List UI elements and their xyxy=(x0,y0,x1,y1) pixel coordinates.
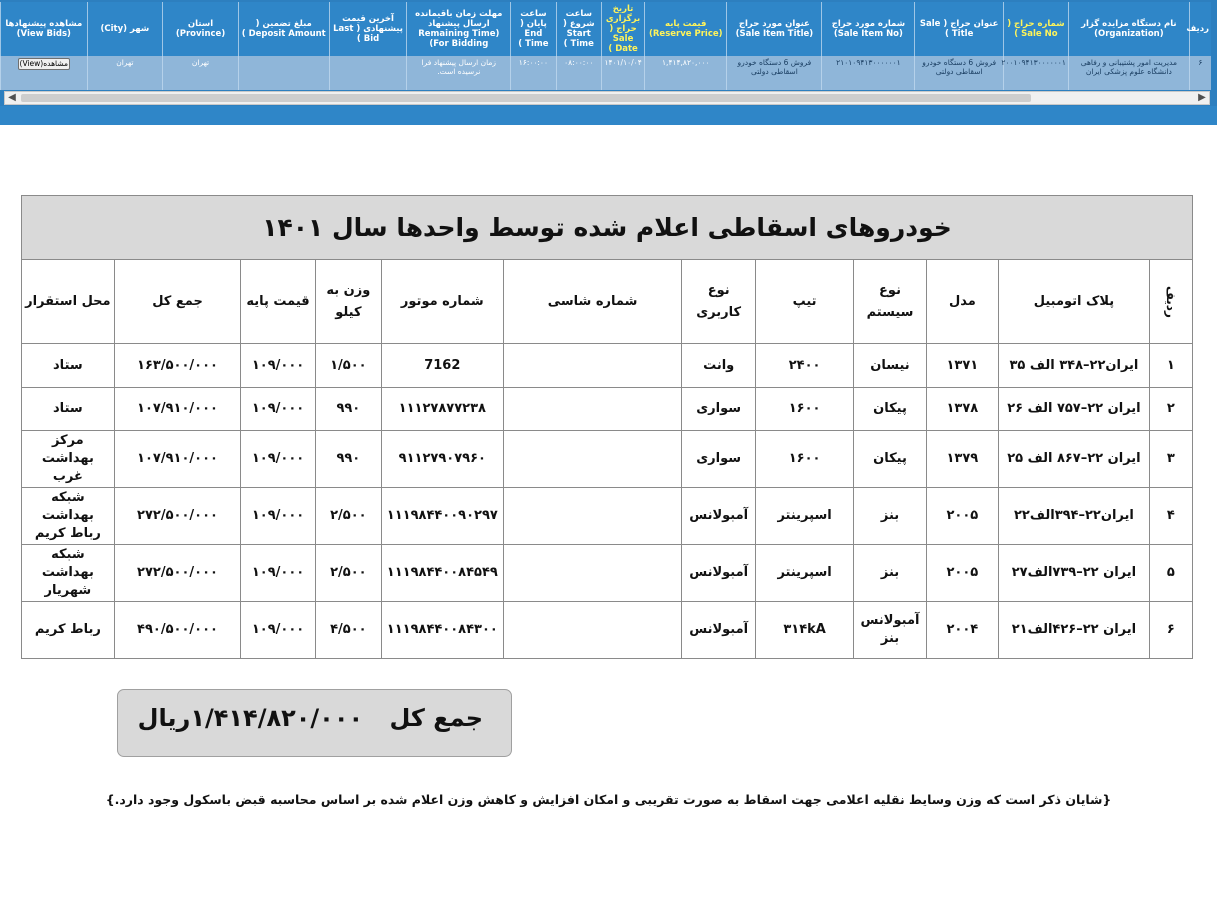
cell-location: شبکه بهداشت رباط کریم xyxy=(22,488,115,545)
header-system: نوع سیستم xyxy=(854,260,926,344)
header-chassis: شماره شاسی xyxy=(503,260,682,344)
cell-base-price: ۱۰۹/۰۰۰ xyxy=(241,545,315,602)
cell-weight: ۹۹۰ xyxy=(315,388,381,431)
header-engine: شماره موتور xyxy=(382,260,504,344)
cell-usage: سواری xyxy=(682,431,755,488)
grid-cell-last-bid xyxy=(329,56,407,90)
scrap-vehicles-table xyxy=(21,195,1193,659)
cell-base-price: ۱۰۹/۰۰۰ xyxy=(241,344,315,388)
cell-total: ۲۷۲/۵۰۰/۰۰۰ xyxy=(114,488,241,545)
cell-type: اسپرینتر xyxy=(755,545,853,602)
cell-base-price: ۱۰۹/۰۰۰ xyxy=(241,388,315,431)
cell-plate: ایران۲۲–۳۹۴الف۲۲ xyxy=(999,488,1150,545)
auction-grid-header-row xyxy=(1,2,1212,56)
grand-total-line xyxy=(138,704,483,732)
grid-header-end-time[interactable]: ساعت پایان ( End Time ) xyxy=(511,2,556,56)
cell-weight: ۲/۵۰۰ xyxy=(315,545,381,602)
cell-model: ۱۳۷۱ xyxy=(926,344,998,388)
cell-engine: ۱۱۱۹۸۴۴۰۰۸۴۳۰۰ xyxy=(382,602,504,659)
header-total: جمع کل xyxy=(114,260,241,344)
cell-plate: ایران ۲۲–۷۳۹الف۲۷ xyxy=(999,545,1150,602)
header-location: محل استقرار xyxy=(22,260,115,344)
cell-type: ۳۱۴kA xyxy=(755,602,853,659)
cell-row-number: ۴ xyxy=(1149,488,1192,545)
cell-model: ۲۰۰۴ xyxy=(926,602,998,659)
cell-model: ۱۳۷۹ xyxy=(926,431,998,488)
grid-header-sale-no[interactable]: شماره حراج ( Sale No ) xyxy=(1004,2,1069,56)
grid-cell-sale-item-no: ۲۱۰۱۰۹۴۱۳۰۰۰۰۰۰۱ xyxy=(822,56,915,90)
table-title: خودروهای اسقاطی اعلام شده توسط واحدها سال ۱۴۰۱ xyxy=(22,196,1193,260)
grid-cell-start-time: ۰۸:۰۰:۰۰ xyxy=(556,56,601,90)
auction-grid-row xyxy=(1,56,1212,90)
grid-cell-deposit xyxy=(238,56,329,90)
table-row xyxy=(22,545,1193,602)
weight-disclaimer-note: {شایان ذکر است که وزن وسایط نقلیه اعلامی جهت اسقاط به صورت تقریبی و امکان افزایش و کاهش وزن اعلام شده بر اساس محاسبه قبض باسکول وجود دارد.} xyxy=(105,792,1112,807)
grid-cell-sale-title: فروش 6 دستگاه خودرو اسقاطی دولتی xyxy=(915,56,1004,90)
grid-panel-footer xyxy=(0,106,1217,125)
header-model: مدل xyxy=(926,260,998,344)
cell-weight: ۲/۵۰۰ xyxy=(315,488,381,545)
cell-chassis xyxy=(503,431,682,488)
table-row xyxy=(22,431,1193,488)
cell-chassis xyxy=(503,344,682,388)
grand-total-value: ۱/۴۱۴/۸۲۰/۰۰۰ریال xyxy=(137,704,364,732)
cell-plate: ایران۲۲–۳۴۸ الف ۳۵ xyxy=(999,344,1150,388)
cell-plate: ایران ۲۲–۸۶۷ الف ۲۵ xyxy=(999,431,1150,488)
grand-total-box xyxy=(117,689,512,757)
cell-base-price: ۱۰۹/۰۰۰ xyxy=(241,602,315,659)
cell-usage: وانت xyxy=(682,344,755,388)
cell-type: ۱۶۰۰ xyxy=(755,388,853,431)
grid-cell-view-bids xyxy=(1,56,88,90)
grid-header-city[interactable]: شهر (City) xyxy=(87,2,163,56)
grid-header-sale-date[interactable]: تاریخ برگزاری حراج ( Sale Date ) xyxy=(601,2,644,56)
cell-total: ۱۰۷/۹۱۰/۰۰۰ xyxy=(114,431,241,488)
table-row xyxy=(22,488,1193,545)
cell-type: ۲۴۰۰ xyxy=(755,344,853,388)
table-row xyxy=(22,344,1193,388)
cell-weight: ۱/۵۰۰ xyxy=(315,344,381,388)
cell-location: ستاد xyxy=(22,388,115,431)
grid-cell-remaining-time: زمان ارسال پیشنهاد فرا نرسیده است. xyxy=(407,56,511,90)
grid-header-province[interactable]: استان (Province) xyxy=(163,2,239,56)
grid-cell-row-number: ۶ xyxy=(1189,56,1211,90)
scrollbar-thumb[interactable] xyxy=(21,94,1031,102)
cell-type: اسپرینتر xyxy=(755,488,853,545)
cell-model: ۲۰۰۵ xyxy=(926,488,998,545)
grid-header-sale-item-title[interactable]: عنوان مورد حراج (Sale Item Title) xyxy=(727,2,822,56)
horizontal-scrollbar[interactable] xyxy=(4,91,1210,105)
cell-base-price: ۱۰۹/۰۰۰ xyxy=(241,431,315,488)
cell-total: ۱۶۳/۵۰۰/۰۰۰ xyxy=(114,344,241,388)
cell-chassis xyxy=(503,602,682,659)
cell-weight: ۹۹۰ xyxy=(315,431,381,488)
grid-cell-sale-item-title: فروش 6 دستگاه خودرو اسقاطی دولتی xyxy=(727,56,822,90)
cell-type: ۱۶۰۰ xyxy=(755,431,853,488)
cell-engine: ۱۱۱۹۸۴۴۰۰۸۴۵۴۹ xyxy=(382,545,504,602)
cell-chassis xyxy=(503,388,682,431)
auction-grid-panel xyxy=(0,0,1217,125)
grid-header-deposit[interactable]: مبلغ تضمین ( Deposit Amount ) xyxy=(238,2,329,56)
header-row-number: ردیف xyxy=(1149,260,1192,344)
cell-engine: ۱۱۱۹۸۴۴۰۰۹۰۲۹۷ xyxy=(382,488,504,545)
cell-plate: ایران ۲۲–۷۵۷ الف ۲۶ xyxy=(999,388,1150,431)
cell-location: مرکز بهداشت غرب xyxy=(22,431,115,488)
grid-header-start-time[interactable]: ساعت شروع ( Start Time ) xyxy=(556,2,601,56)
header-usage: نوع کاربری xyxy=(682,260,755,344)
cell-chassis xyxy=(503,545,682,602)
table-header-row xyxy=(22,260,1193,344)
header-plate: پلاک اتومبیل xyxy=(999,260,1150,344)
grid-cell-reserve-price: ۱,۴۱۴,۸۲۰,۰۰۰ xyxy=(645,56,727,90)
cell-usage: سواری xyxy=(682,388,755,431)
cell-total: ۱۰۷/۹۱۰/۰۰۰ xyxy=(114,388,241,431)
cell-location: ستاد xyxy=(22,344,115,388)
cell-system: پیکان xyxy=(854,431,926,488)
grid-cell-sale-no: ۲۰۰۱۰۹۴۱۳۰۰۰۰۰۰۱ xyxy=(1004,56,1069,90)
grid-header-remaining-time[interactable]: مهلت زمان باقیمانده ارسال پیشنهاد (Remaining Time For Bidding) xyxy=(407,2,511,56)
grid-header-sale-item-no[interactable]: شماره مورد حراج (Sale Item No) xyxy=(822,2,915,56)
grid-cell-sale-date: ۱۴۰۱/۱۰/۰۴ xyxy=(601,56,644,90)
cell-weight: ۴/۵۰۰ xyxy=(315,602,381,659)
cell-row-number: ۶ xyxy=(1149,602,1192,659)
header-base-price: قیمت پایه xyxy=(241,260,315,344)
cell-usage: آمبولانس xyxy=(682,602,755,659)
grid-header-reserve-price[interactable]: قیمت پایه (Reserve Price) xyxy=(645,2,727,56)
cell-usage: آمبولانس xyxy=(682,545,755,602)
grid-header-row-number[interactable]: ردیف xyxy=(1189,2,1211,56)
cell-total: ۲۷۲/۵۰۰/۰۰۰ xyxy=(114,545,241,602)
grid-header-organization[interactable]: نام دستگاه مزایده گزار (Organization) xyxy=(1068,2,1189,56)
scroll-right-arrow-icon[interactable]: ▶ xyxy=(1198,92,1206,103)
scroll-left-arrow-icon[interactable]: ◀ xyxy=(8,92,16,103)
cell-location: شبکه بهداشت شهریار xyxy=(22,545,115,602)
grid-cell-province: تهران xyxy=(163,56,239,90)
cell-chassis xyxy=(503,488,682,545)
cell-row-number: ۳ xyxy=(1149,431,1192,488)
cell-model: ۱۳۷۸ xyxy=(926,388,998,431)
grid-header-sale-title[interactable]: عنوان حراج ( Sale Title ) xyxy=(915,2,1004,56)
header-weight: وزن به کیلو xyxy=(315,260,381,344)
cell-base-price: ۱۰۹/۰۰۰ xyxy=(241,488,315,545)
grid-header-view-bids[interactable]: مشاهده پیشنهادها (View Bids) xyxy=(1,2,88,56)
grand-total-label: جمع کل xyxy=(389,704,483,732)
table-row xyxy=(22,388,1193,431)
cell-system: بنز xyxy=(854,545,926,602)
cell-row-number: ۱ xyxy=(1149,344,1192,388)
view-bids-button[interactable]: مشاهده(View) xyxy=(19,59,69,68)
grid-cell-end-time: ۱۶:۰۰:۰۰ xyxy=(511,56,556,90)
cell-system: پیکان xyxy=(854,388,926,431)
auction-grid xyxy=(0,2,1211,90)
cell-location: رباط کریم xyxy=(22,602,115,659)
cell-plate: ایران ۲۲–۴۲۶الف۲۱ xyxy=(999,602,1150,659)
cell-system: نیسان xyxy=(854,344,926,388)
cell-usage: آمبولانس xyxy=(682,488,755,545)
grid-cell-city: تهران xyxy=(87,56,163,90)
cell-engine: ۹۱۱۲۷۹۰۷۹۶۰ xyxy=(382,431,504,488)
cell-engine: ۱۱۱۲۷۸۷۷۲۳۸ xyxy=(382,388,504,431)
header-type: تیپ xyxy=(755,260,853,344)
cell-row-number: ۲ xyxy=(1149,388,1192,431)
cell-system: بنز xyxy=(854,488,926,545)
grid-header-last-bid[interactable]: آخرین قیمت پیشنهادی ( Last Bid ) xyxy=(329,2,407,56)
cell-model: ۲۰۰۵ xyxy=(926,545,998,602)
cell-row-number: ۵ xyxy=(1149,545,1192,602)
cell-total: ۴۹۰/۵۰۰/۰۰۰ xyxy=(114,602,241,659)
grid-cell-organization: مدیریت امور پشتیبانی و رفاهی دانشگاه علوم پزشکی ایران xyxy=(1068,56,1189,90)
cell-system: آمبولانس بنز xyxy=(854,602,926,659)
cell-engine: 7162 xyxy=(382,344,504,388)
table-row xyxy=(22,602,1193,659)
